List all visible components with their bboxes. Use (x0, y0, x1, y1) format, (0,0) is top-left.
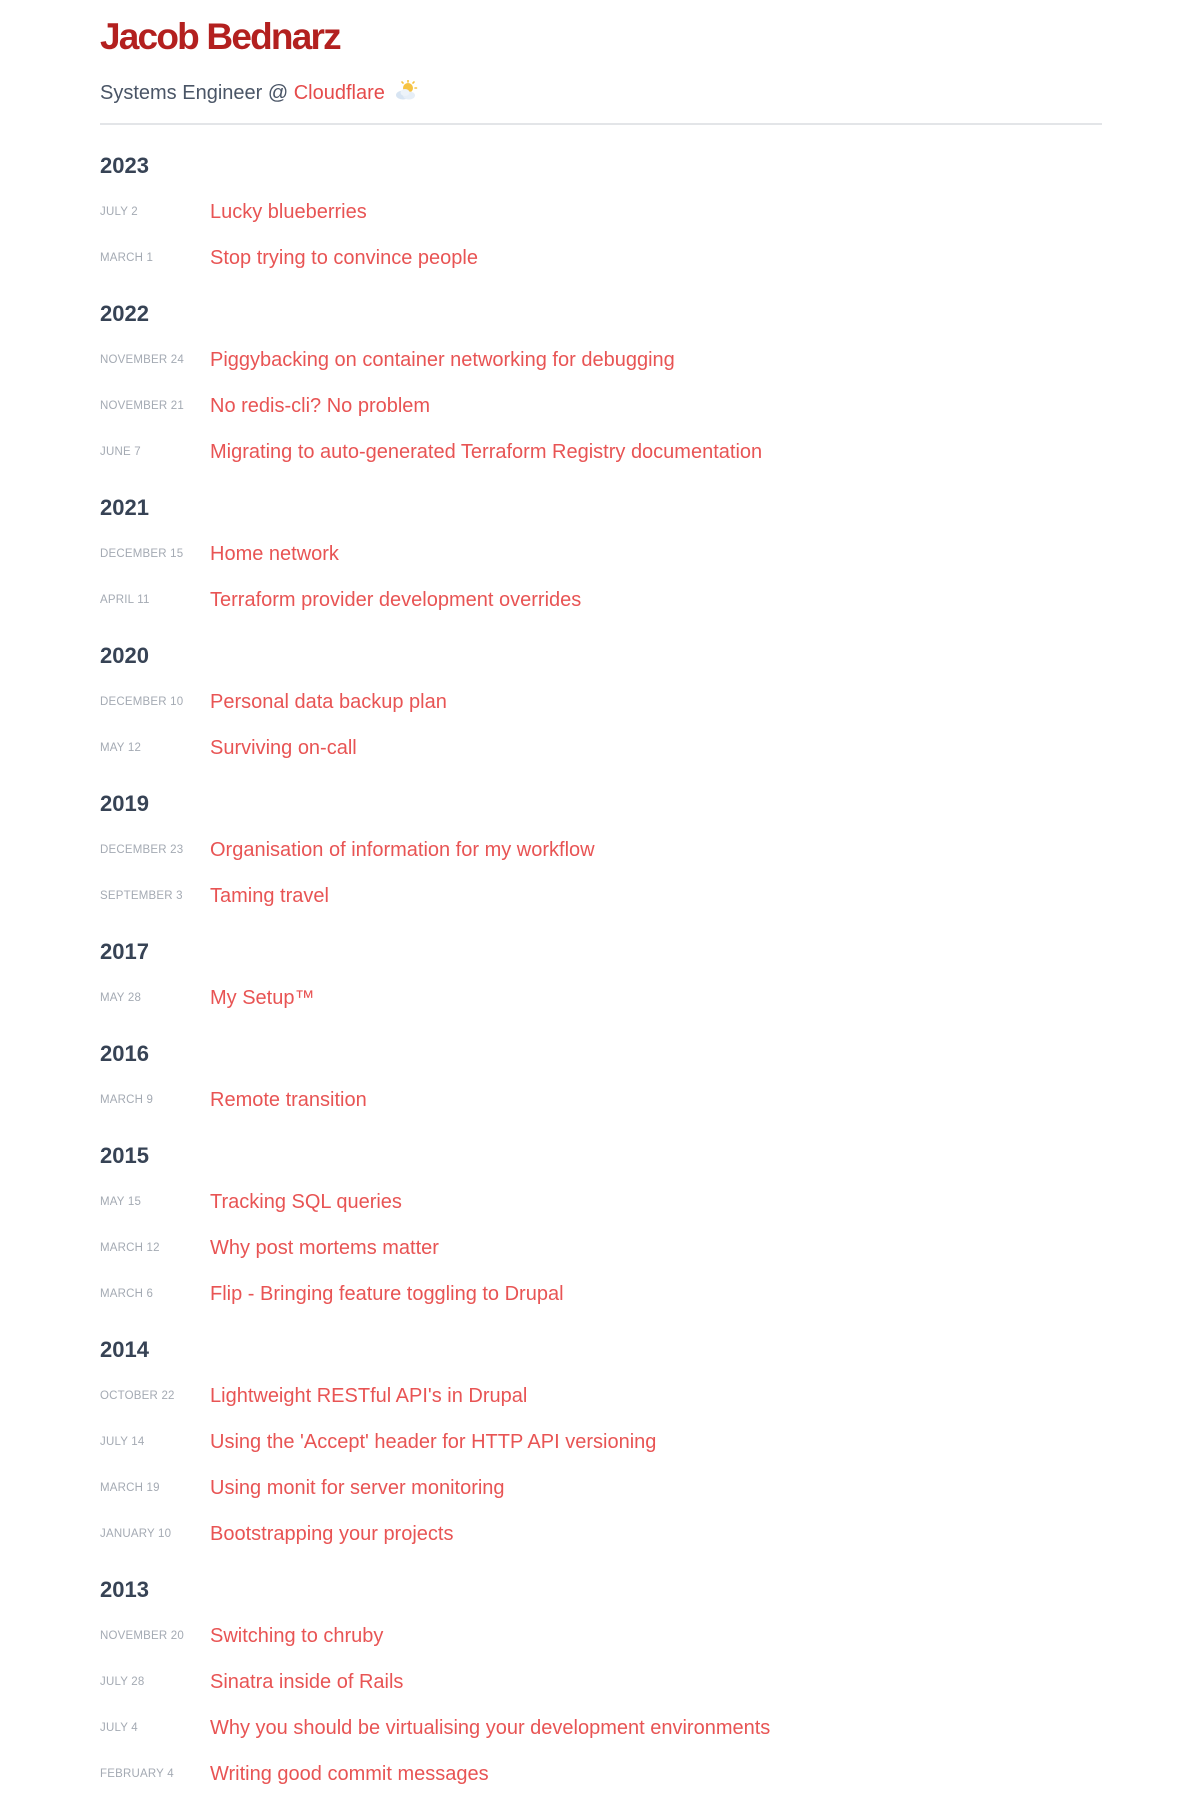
post-item (100, 1751, 1102, 1797)
post-archive (100, 133, 1102, 1797)
post-date: MAY 28 (100, 992, 142, 1004)
post-item (100, 1465, 1102, 1511)
post-item (100, 679, 1102, 725)
post-date: JANUARY 10 (100, 1528, 172, 1540)
post-item (100, 873, 1102, 919)
post-link[interactable]: Remote transition (210, 1088, 367, 1111)
post-date: JULY 14 (100, 1436, 145, 1448)
year-heading: 2020 (100, 643, 149, 668)
post-date: MAY 12 (100, 742, 142, 754)
post-link[interactable]: Terraform provider development overrides (210, 588, 582, 611)
post-link[interactable]: Personal data backup plan (210, 690, 447, 713)
post-link[interactable]: Stop trying to convince people (210, 246, 478, 269)
year-heading: 2023 (100, 153, 149, 178)
post-date: MAY 15 (100, 1196, 142, 1208)
post-item (100, 383, 1102, 429)
post-item (100, 1659, 1102, 1705)
post-item (100, 1511, 1102, 1557)
post-link[interactable]: Lightweight RESTful API's in Drupal (210, 1384, 528, 1407)
employer-link[interactable]: Cloudflare (293, 82, 385, 104)
post-date: APRIL 11 (100, 594, 150, 606)
post-link[interactable]: Why post mortems matter (210, 1236, 439, 1259)
post-link[interactable]: Home network (210, 542, 339, 565)
post-date: JULY 4 (100, 1722, 138, 1734)
year-heading: 2013 (100, 1577, 149, 1602)
post-link[interactable]: Piggybacking on container networking for debugging (210, 348, 675, 371)
post-item (100, 1705, 1102, 1751)
post-item (100, 725, 1102, 771)
year-heading: 2019 (100, 791, 149, 816)
post-link[interactable]: Why you should be virtualising your development environments (210, 1716, 771, 1739)
post-date: FEBRUARY 4 (100, 1768, 174, 1780)
post-date: NOVEMBER 21 (100, 400, 185, 412)
year-heading: 2021 (100, 495, 149, 520)
post-link[interactable]: Bootstrapping your projects (210, 1522, 454, 1545)
post-item (100, 1225, 1102, 1271)
year-group-2019 (100, 771, 1102, 919)
post-item (100, 1179, 1102, 1225)
post-link[interactable]: Lucky blueberries (210, 200, 367, 223)
post-item (100, 975, 1102, 1021)
post-date: DECEMBER 23 (100, 844, 184, 856)
post-link[interactable]: Surviving on-call (210, 736, 357, 759)
year-heading: 2015 (100, 1143, 149, 1168)
post-link[interactable]: Taming travel (210, 884, 329, 907)
post-item (100, 1613, 1102, 1659)
post-date: MARCH 19 (100, 1482, 160, 1494)
year-group-2020 (100, 623, 1102, 771)
header-divider (100, 123, 1102, 125)
post-item (100, 1373, 1102, 1419)
post-date: DECEMBER 10 (100, 696, 184, 708)
site-title[interactable]: Jacob Bednarz (100, 16, 340, 57)
post-link[interactable]: Flip - Bringing feature toggling to Drupal (210, 1282, 564, 1305)
post-link[interactable]: Migrating to auto-generated Terraform Registry documentation (210, 440, 763, 463)
post-item (100, 337, 1102, 383)
tagline (100, 80, 1102, 105)
post-item (100, 1271, 1102, 1317)
post-link[interactable]: Sinatra inside of Rails (210, 1670, 404, 1693)
year-group-2017 (100, 919, 1102, 1021)
post-date: NOVEMBER 20 (100, 1630, 185, 1642)
post-link[interactable]: No redis-cli? No problem (210, 394, 431, 417)
post-date: JULY 28 (100, 1676, 145, 1688)
post-item (100, 189, 1102, 235)
year-group-2014 (100, 1317, 1102, 1557)
post-link[interactable]: My Setup™ (210, 986, 315, 1009)
post-link[interactable]: Tracking SQL queries (210, 1190, 402, 1213)
post-link[interactable]: Writing good commit messages (210, 1762, 489, 1785)
post-date: MARCH 1 (100, 252, 154, 264)
year-group-2023 (100, 133, 1102, 281)
post-date: JUNE 7 (100, 446, 141, 458)
year-heading: 2017 (100, 939, 149, 964)
post-date: OCTOBER 22 (100, 1390, 175, 1402)
post-date: SEPTEMBER 3 (100, 890, 183, 902)
post-date: MARCH 12 (100, 1242, 160, 1254)
year-group-2022 (100, 281, 1102, 475)
post-item (100, 235, 1102, 281)
post-link[interactable]: Switching to chruby (210, 1624, 384, 1647)
post-link[interactable]: Using monit for server monitoring (210, 1476, 505, 1499)
post-item (100, 827, 1102, 873)
year-group-2021 (100, 475, 1102, 623)
tagline-text: Systems Engineer @ (100, 82, 294, 104)
site-header (100, 0, 1102, 105)
sun-behind-cloud-icon (394, 80, 418, 102)
post-link[interactable]: Organisation of information for my workflow (210, 838, 595, 861)
year-group-2016 (100, 1021, 1102, 1123)
post-date: NOVEMBER 24 (100, 354, 185, 366)
post-item (100, 1419, 1102, 1465)
post-item (100, 429, 1102, 475)
post-item (100, 1077, 1102, 1123)
post-item (100, 577, 1102, 623)
year-group-2013 (100, 1557, 1102, 1797)
post-link[interactable]: Using the 'Accept' header for HTTP API versioning (210, 1430, 657, 1453)
post-item (100, 531, 1102, 577)
post-date: DECEMBER 15 (100, 548, 184, 560)
post-date: JULY 2 (100, 206, 138, 218)
year-heading: 2022 (100, 301, 149, 326)
post-date: MARCH 9 (100, 1094, 154, 1106)
page-container (100, 0, 1102, 1797)
year-heading: 2016 (100, 1041, 149, 1066)
year-group-2015 (100, 1123, 1102, 1317)
year-heading: 2014 (100, 1337, 149, 1362)
post-date: MARCH 6 (100, 1288, 154, 1300)
